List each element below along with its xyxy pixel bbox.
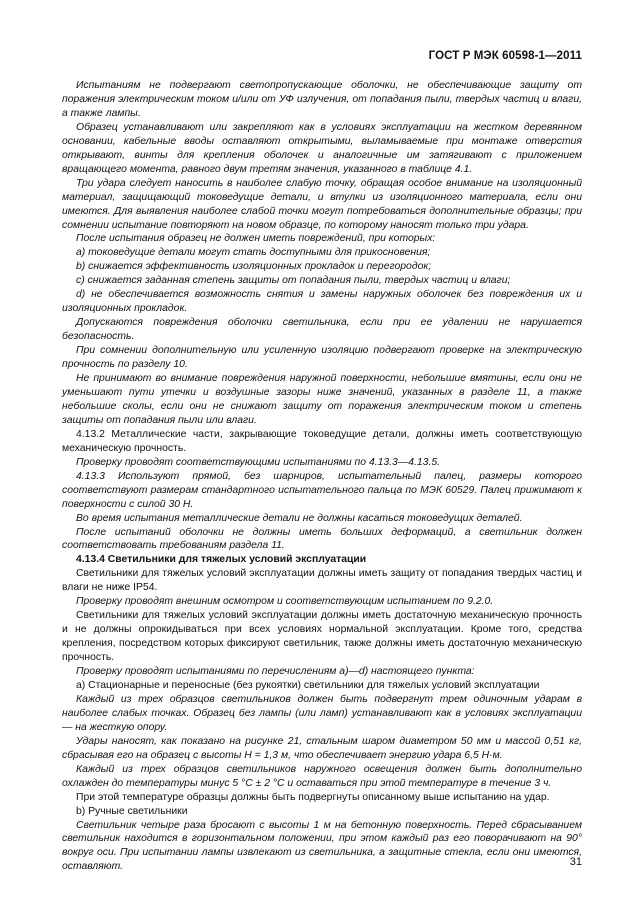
paragraph: Во время испытания металлические детали не должны касаться токоведущих деталей. [76,512,523,524]
clause-4-13-4-heading: 4.13.4 Светильники для тяжелых условий эксплуатации [76,554,367,566]
clause-4-13-2: 4.13.2 Металлические части, закрывающие токоведущие детали, должны иметь соответствующую механическую прочность. [62,428,582,454]
document-body [62,79,582,874]
list-item-b: b) снижается эффективность изоляционных прокладок и перегородок; [76,261,432,273]
paragraph: Каждый из трех образцов светильников наружного освещения должен быть дополнительно охлажден до температуры минус 5 °С ± 2 °С и оставаться при этой температуре в течение 3 ч. [62,763,582,789]
paragraph: Проверку проводят соответствующими испытаниями по 4.13.3—4.13.5. [76,456,440,468]
paragraph: Каждый из трех образцов светильников должен быть подвергнут трем одиночным ударам в наиболее слабых точках. Образец без лампы (или ламп) устанавливают как в условиях эксплуатации — на жесткую опору. [62,693,582,733]
paragraph: При этой температуре образцы должны быть подвергнуты описанному выше испытанию на удар. [76,791,550,803]
list-item-a: a) токоведущие детали могут стать доступными для прикосновения; [76,247,431,259]
paragraph: Проверку проводят внешним осмотром и соответствующим испытанием по 9.2.0. [76,596,494,608]
paragraph: Светильники для тяжелых условий эксплуатации должны иметь достаточную механическую прочность и не должны опрокидываться при всех условиях нормальной эксплуатации. Кроме того, средства крепления, посредством которых фиксируют светильник, также должны иметь достаточную механическую прочность. [62,610,582,664]
paragraph: Допускаются повреждения оболочки светильника, если при ее удалении не нарушается безопасность. [62,317,582,343]
clause-4-13-3: 4.13.3 Используют прямой, без шарниров, испытательный палец, размеры которого соответствуют размерам стандартного испытательного пальца по МЭК 60529. Палец прижимают к поверхности с силой 30 Н. [62,470,582,510]
list-item-b-heading: b) Ручные светильники [76,805,188,817]
paragraph: Испытаниям не подвергают светопропускающие оболочки, не обеспечивающие защиту от поражения электрическим током и/или от УФ излучения, от попадания пыли, твердых частиц и влаги, а также лампы. [62,80,582,119]
paragraph: Проверку проводят испытаниями по перечислениям a)—d) настоящего пункта: [76,666,475,678]
paragraph: После испытаний оболочки не должны иметь больших деформаций, а светильник должен соответствовать требованиям раздела 11. [62,526,582,552]
paragraph: Три удара следует наносить в наиболее слабую точку, обращая особое внимание на изоляционный материал, защищающий токоведущие детали, и втулки из изоляционного материала, если они имеются. Для выявления наиболее слабой точки могут потребоваться дополнительные образцы; при сомнении испытание повторяют на новом образце, по которому наносят только три удара. [62,177,582,231]
paragraph: После испытания образец не должен иметь повреждений, при которых: [76,233,436,245]
paragraph: Светильники для тяжелых условий эксплуатации должны иметь защиту от попадания твердых частиц и влаги не ниже IP54. [62,568,582,594]
paragraph: При сомнении дополнительную или усиленную изоляцию подвергают проверке на электрическую прочность по разделу 10. [62,345,582,371]
paragraph: Светильник четыре раза бросают с высоты 1 м на бетонную поверхность. Перед сбрасыванием светильник находится в горизонтальном положении, при этом каждый раз его поворачивают на 90° вокруг оси. При испытании лампы извлекают из светильника, а защитные стекла, если они имеются, оставляют. [62,819,582,873]
paragraph: Удары наносят, как показано на рисунке 21, стальным шаром диаметром 50 мм и массой 0,51 кг, сбрасывая его на образец с высоты H = 1,3 м, что обеспечивает энергию удара 6,5 Н·м. [62,735,582,761]
standard-designation: ГОСТ Р МЭК 60598-1—2011 [428,50,582,62]
list-item-c: c) снижается заданная степень защиты от попадания пыли, твердых частиц и влаги; [76,275,511,287]
paragraph: Не принимают во внимание повреждения наружной поверхности, небольшие вмятины, если они не уменьшают пути утечки и воздушные зазоры ниже значений, указанных в разделе 11, а также небольшие сколы, если они не снижают защиту от поражения электрическим током и степень защиты от попадания пыли или влаги. [62,373,582,426]
page-number: 31 [569,856,582,868]
list-item-a-heading: a) Стационарные и переносные (без рукоятки) светильники для тяжелых условий эксплуатации [76,679,540,691]
paragraph: Образец устанавливают или закрепляют как в условиях эксплуатации на жестком деревянном основании, кабельные вводы оставляют открытыми, выламываемые при монтаже отверстия открывают, винты для крепления оболочек и аналогичные им затягивают с приложением вращающего момента, равного двум третям значения, указанного в таблице 4.1. [62,121,582,175]
list-item-d: d) не обеспечивается возможность снятия и замены наружных оболочек без повреждения их и изоляционных прокладок. [62,289,582,315]
